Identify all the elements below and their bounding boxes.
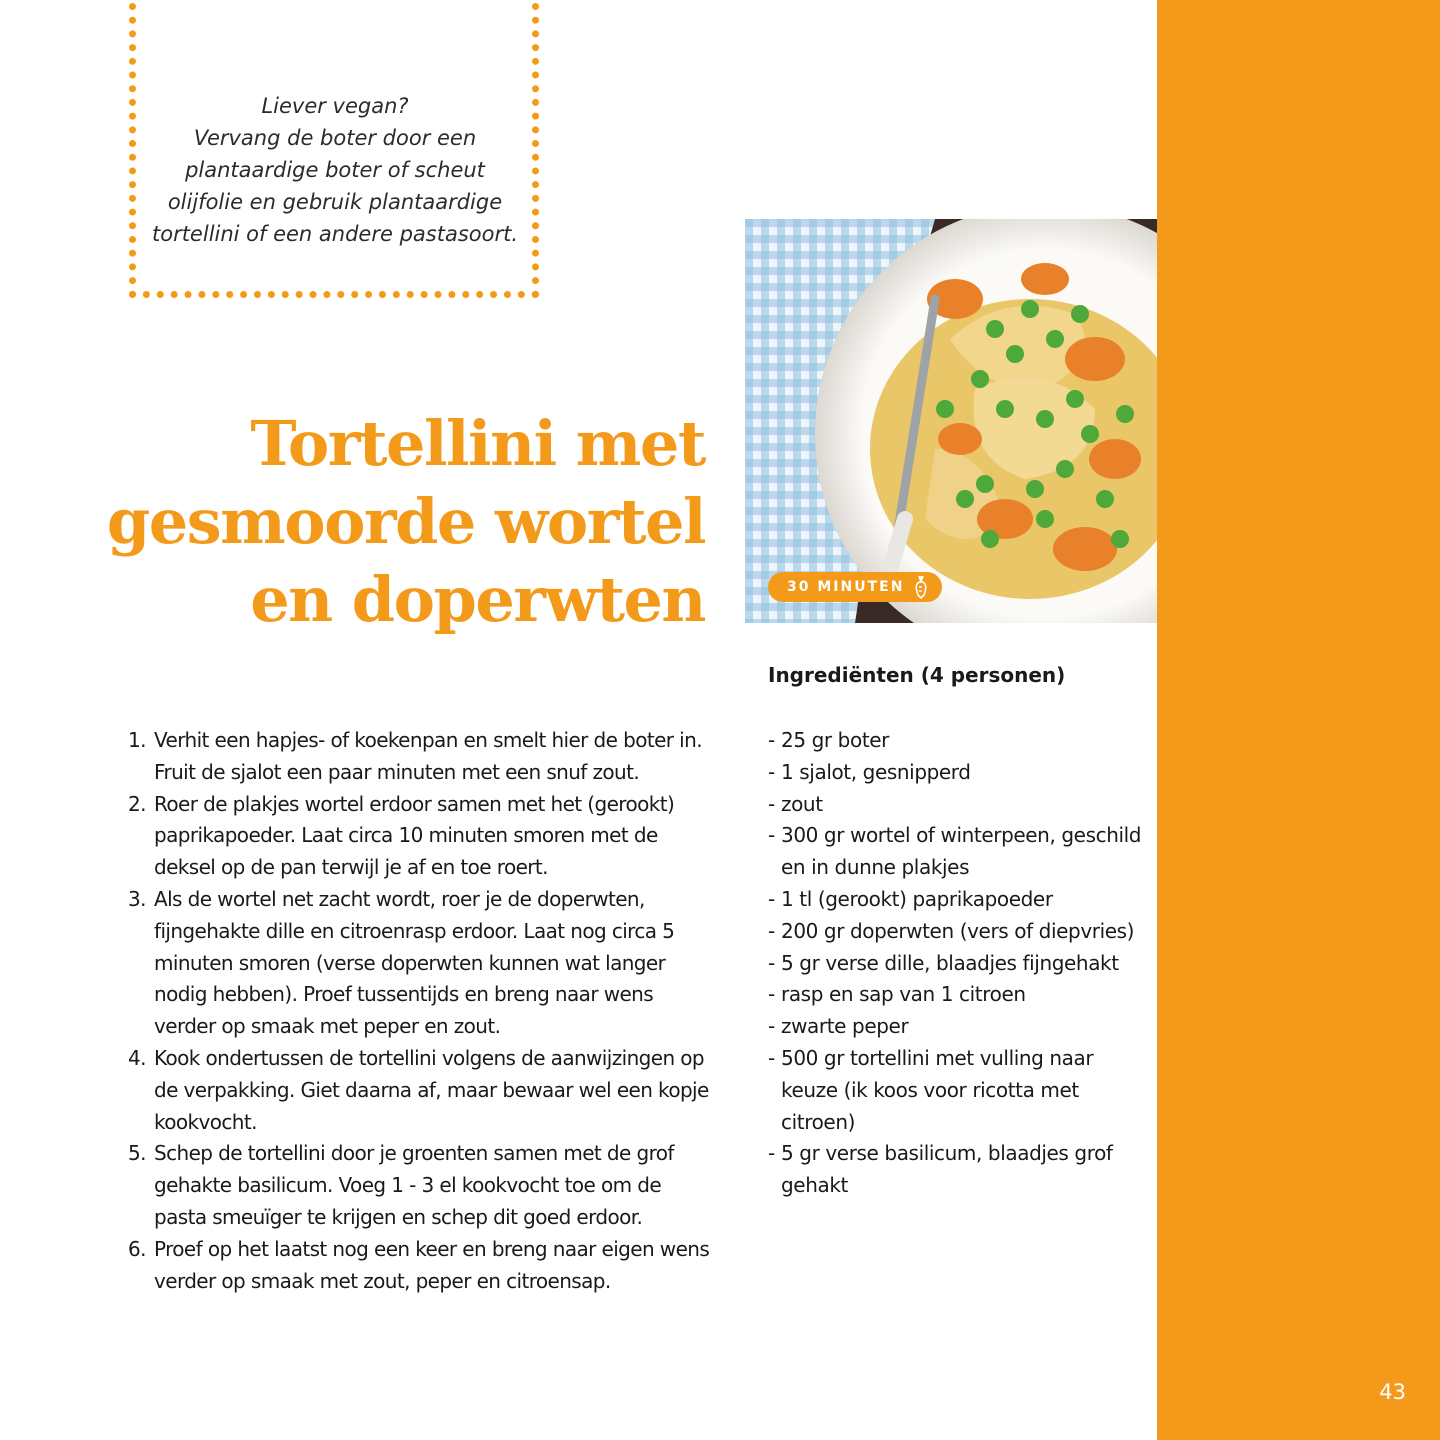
tip-line: tortellini of een andere pastasoort. bbox=[151, 222, 518, 246]
step-number: 4. bbox=[128, 1045, 146, 1070]
tip-line: Liever vegan? bbox=[261, 94, 409, 118]
step-number: 6. bbox=[128, 1236, 146, 1261]
step-item bbox=[128, 1138, 718, 1233]
step-text: Als de wortel net zacht wordt, roer je de doperwten, fijngehakte dille en citroenrasp erdoor. Laat nog circa 5 minuten smoren (verse doperwten kunnen wat langer nodig hebben). Proef tussentijds en breng naar wens verder op smaak met peper en zout. bbox=[154, 886, 675, 1039]
ingredient-item: - zwarte peper bbox=[768, 1011, 1148, 1043]
page-number: 43 bbox=[1379, 1380, 1406, 1404]
step-item bbox=[128, 884, 718, 1043]
ingredient-item: - 1 sjalot, gesnipperd bbox=[768, 757, 1148, 789]
step-item bbox=[128, 789, 718, 884]
ingredient-item: - zout bbox=[768, 789, 1148, 821]
ingredient-item: - 200 gr doperwten (vers of diepvries) bbox=[768, 916, 1148, 948]
title-line: en doperwten bbox=[250, 563, 705, 636]
ingredient-item: - 5 gr verse dille, blaadjes fijngehakt bbox=[768, 948, 1148, 980]
step-item bbox=[128, 1043, 718, 1138]
step-number: 3. bbox=[128, 886, 146, 911]
ingredients-heading: Ingrediënten (4 personen) bbox=[768, 663, 1066, 687]
vegan-tip-text bbox=[145, 90, 525, 250]
step-text: Schep de tortellini door je groenten samen met de grof gehakte basilicum. Voeg 1 - 3 el kookvocht toe om de pasta smeuïger te krijgen en schep dit goed erdoor. bbox=[154, 1141, 674, 1229]
ingredient-item: - 500 gr tortellini met vulling naar keuze (ik koos voor ricotta met citroen) bbox=[768, 1043, 1148, 1138]
step-number: 2. bbox=[128, 791, 146, 816]
tip-line: Vervang de boter door een bbox=[193, 126, 477, 150]
ingredients-list bbox=[768, 725, 1148, 1202]
title-line: gesmoorde wortel bbox=[106, 485, 705, 558]
carrot-icon bbox=[910, 575, 932, 599]
step-number: 1. bbox=[128, 728, 146, 752]
preparation-steps bbox=[128, 725, 718, 1297]
step-text: Proef op het laatst nog een keer en breng naar eigen wens verder op smaak met zout, peper en citroensap. bbox=[154, 1236, 710, 1293]
step-item bbox=[128, 1234, 718, 1298]
step-number: 5. bbox=[128, 1141, 146, 1166]
step-text: Verhit een hapjes- of koekenpan en smelt hier de boter in. Fruit de sjalot een paar minuten met een snuf zout. bbox=[154, 728, 702, 784]
tip-line: plantaardige boter of scheut bbox=[185, 158, 485, 182]
recipe-title bbox=[100, 405, 705, 639]
tip-line: olijfolie en gebruik plantaardige bbox=[167, 190, 503, 214]
step-text: Roer de plakjes wortel erdoor samen met het (gerookt) paprikapoeder. Laat circa 10 minuten smoren met de deksel op de pan terwijl je af en toe roert. bbox=[154, 791, 675, 880]
time-badge bbox=[768, 572, 942, 602]
dish-photo bbox=[745, 219, 1157, 623]
ingredient-item: - 300 gr wortel of winterpeen, geschild en in dunne plakjes bbox=[768, 820, 1148, 884]
step-text: Kook ondertussen de tortellini volgens de aanwijzingen op de verpakking. Giet daarna af, maar bewaar wel een kopje kookvocht. bbox=[154, 1045, 709, 1134]
ingredient-item: - rasp en sap van 1 citroen bbox=[768, 979, 1148, 1011]
orange-side-band bbox=[1157, 0, 1440, 1440]
title-line: Tortellini met bbox=[250, 407, 705, 480]
time-badge-label: 30 MINUTEN bbox=[787, 579, 905, 595]
ingredient-item: - 25 gr boter bbox=[768, 725, 1148, 757]
ingredient-item: - 5 gr verse basilicum, blaadjes grof gehakt bbox=[768, 1138, 1148, 1202]
step-item bbox=[128, 725, 718, 789]
ingredient-item: - 1 tl (gerookt) paprikapoeder bbox=[768, 884, 1148, 916]
